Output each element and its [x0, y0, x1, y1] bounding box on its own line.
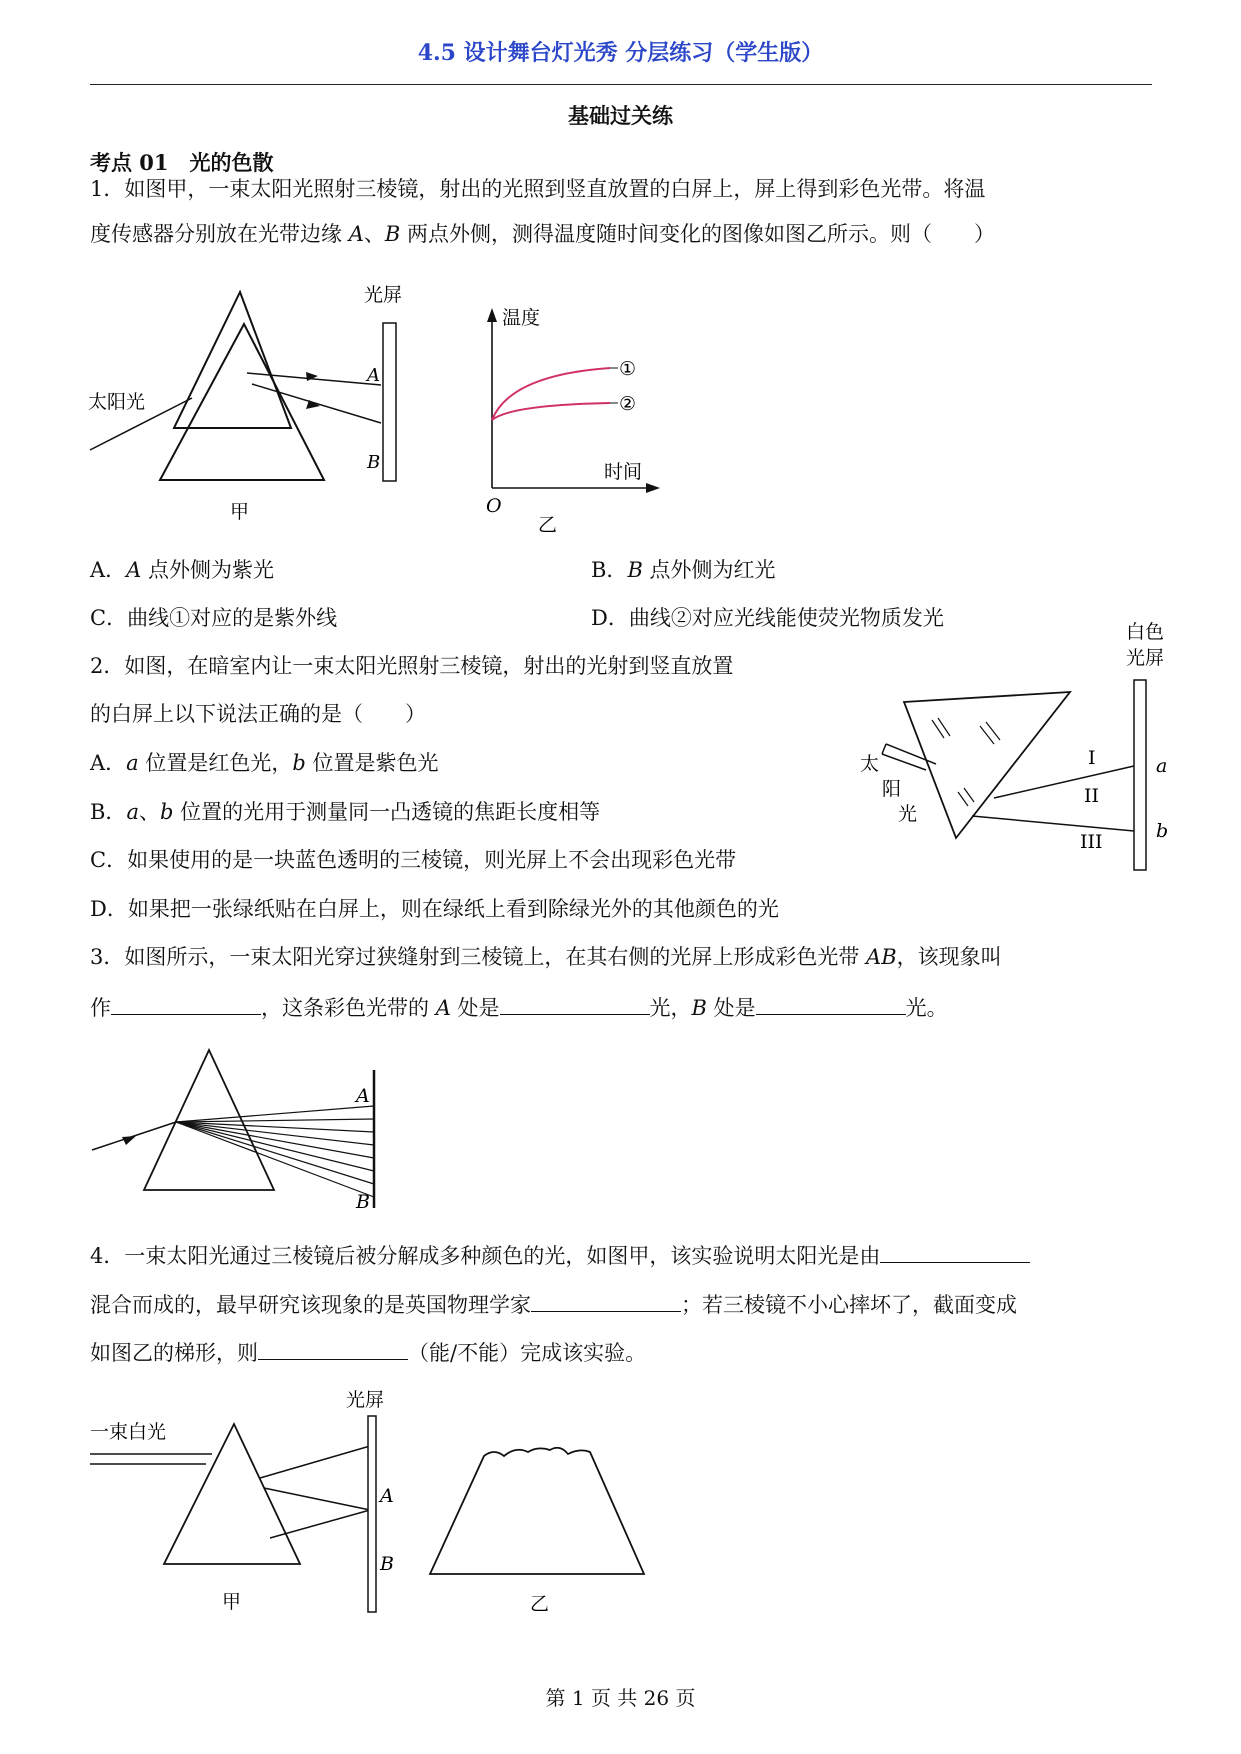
light-screen [383, 323, 396, 481]
sunlight-label: 太阳光 [88, 391, 146, 413]
option-prefix: B． [591, 558, 628, 582]
figure-yi-label: 乙 [538, 514, 558, 536]
y-axis-arrow-icon [487, 308, 497, 322]
prism [144, 1050, 274, 1190]
q3-text: 作 [90, 996, 111, 1020]
curve-2-label: ② [619, 393, 637, 415]
ray-a [260, 1446, 370, 1478]
q2-option-a[interactable] [90, 749, 439, 777]
q1-text: 度传感器分别放在光带边缘 [90, 222, 349, 246]
sunbeam-edge [882, 754, 926, 770]
q1-option-c[interactable]: C．曲线①对应的是紫外线 [90, 606, 338, 630]
q4-text: ；若三棱镜不小心摔坏了，截面变成 [681, 1293, 1017, 1317]
sun-char-1: 太 [860, 753, 880, 775]
point-b-label: B [356, 1191, 370, 1213]
q3-blank-b-color[interactable] [756, 992, 906, 1015]
screen-label-line2: 光屏 [1126, 647, 1165, 669]
q2-stem-line1: 2．如图，在暗室内让一束太阳光照射三棱镜，射出的光射到竖直放置 [90, 654, 734, 678]
beam-label: 一束白光 [90, 1421, 167, 1443]
q1-stem-line2 [90, 220, 995, 248]
curve-2 [492, 403, 610, 420]
region-1-label: I [1088, 747, 1096, 769]
q4-stem-line1 [90, 1240, 1030, 1270]
q1-option-a[interactable] [90, 556, 274, 584]
option-var: b [292, 751, 306, 775]
position-b-label: b [1156, 820, 1169, 842]
origin-label: O [486, 495, 502, 517]
prism [904, 692, 1070, 838]
option-var: B [627, 558, 643, 582]
option-prefix: A． [90, 751, 127, 775]
option-text: 、 [138, 800, 160, 824]
x-axis-label: 时间 [604, 461, 643, 483]
option-text: 位置是紫色光 [305, 751, 439, 775]
q2-option-c[interactable]: C．如果使用的是一块蓝色透明的三棱镜，则光屏上不会出现彩色光带 [90, 848, 737, 872]
point-a-label: A [367, 365, 380, 386]
option-text: 点外侧为红光 [642, 558, 776, 582]
screen-label: 光屏 [346, 1389, 385, 1411]
q3-blank-phenomenon[interactable] [111, 992, 261, 1015]
option-var: a [126, 751, 139, 775]
page-number: 第 1 页 共 26 页 [545, 1686, 696, 1710]
q4-stem-line3 [90, 1337, 646, 1367]
position-a-label: a [1156, 755, 1168, 777]
arrow-icon [122, 1136, 136, 1145]
q1-option-b[interactable] [591, 556, 776, 584]
figure-jia-label: 甲 [230, 501, 250, 523]
option-var: a [126, 800, 139, 824]
q3-text: 3．如图所示，一束太阳光穿过狭缝射到三棱镜上，在其右侧的光屏上形成彩色光带 [90, 945, 867, 969]
point-b-label: B [380, 1553, 394, 1575]
white-screen [1134, 680, 1146, 870]
region-2-label: II [1084, 785, 1100, 807]
point-b-label: B [367, 452, 381, 473]
screen-label: 光屏 [364, 284, 403, 306]
incident-ray [92, 1122, 176, 1150]
figure-yi-label: 乙 [530, 1593, 550, 1615]
q4-blank-physicist[interactable] [531, 1289, 681, 1312]
q3-stem-line1 [90, 943, 1002, 971]
option-text: 位置的光用于测量同一凸透镜的焦距长度相等 [173, 800, 601, 824]
q2-figure [860, 621, 1208, 880]
ray-b [252, 384, 381, 423]
dispersed-rays [176, 1106, 374, 1197]
light-screen [368, 1416, 376, 1612]
option-prefix: A． [90, 558, 127, 582]
q1-point-b: B [384, 222, 401, 246]
point-a-label: A [356, 1085, 370, 1107]
q3-text: 处是 [706, 996, 756, 1020]
q3-blank-a-color[interactable] [500, 992, 650, 1015]
option-var: b [159, 800, 174, 824]
q3-var: B [691, 996, 707, 1020]
q1-option-d[interactable]: D．曲线②对应光线能使荧光物质发光 [591, 606, 944, 630]
topic-heading: 考点 01 光的色散 [90, 150, 274, 175]
q4-text: 如图乙的梯形，则 [90, 1341, 258, 1365]
screen-label-line1: 白色 [1126, 621, 1165, 643]
q1-text: 、 [363, 222, 385, 246]
q4-figures [84, 1384, 684, 1624]
sun-char-3: 光 [898, 803, 918, 825]
broken-prism-trapezoid [430, 1448, 644, 1574]
y-axis-label: 温度 [502, 307, 541, 329]
q1-point-a: A [348, 222, 364, 246]
x-axis-arrow-icon [646, 483, 660, 493]
point-a-label: A [380, 1485, 394, 1507]
q4-stem-line2 [90, 1289, 1017, 1319]
sun-char-2: 阳 [882, 778, 902, 800]
prism [164, 1424, 300, 1564]
q3-text: 处是 [450, 996, 500, 1020]
q3-text: 光， [649, 996, 692, 1020]
q3-stem-line2 [90, 992, 948, 1022]
section-title: 基础过关练 [568, 103, 673, 128]
q4-text: 4．一束太阳光通过三棱镜后被分解成多种颜色的光，如图甲，该实验说明太阳光是由 [90, 1244, 881, 1268]
q3-text: 光。 [905, 996, 948, 1020]
option-text: 位置是红色光， [138, 751, 293, 775]
ray-upper [994, 766, 1134, 798]
q1-figure-yi-chart [470, 300, 670, 540]
q2-option-b[interactable] [90, 798, 600, 826]
q4-text: 混合而成的，最早研究该现象的是英国物理学家 [90, 1293, 531, 1317]
q3-text: ，该现象叫 [896, 945, 1002, 969]
dispersed-ray [176, 1122, 374, 1171]
document-title: 4.5 设计舞台灯光秀 分层练习（学生版） [417, 40, 824, 66]
curve-1-label: ① [619, 358, 637, 380]
q2-stem-line2: 的白屏上以下说法正确的是（ ） [90, 702, 426, 726]
q3-text: ，这条彩色光带的 [261, 996, 436, 1020]
header-divider [90, 84, 1152, 85]
q4-blank-can-or-not[interactable] [258, 1337, 408, 1360]
option-prefix: B． [90, 800, 127, 824]
option-text: 点外侧为紫光 [141, 558, 275, 582]
q1-prism-diagram [80, 268, 480, 538]
option-var: A [126, 558, 142, 582]
q3-figure [84, 1040, 404, 1213]
region-3-label: III [1080, 831, 1103, 853]
q1-stem-line1: 1．如图甲，一束太阳光照射三棱镜，射出的光照到竖直放置的白屏上，屏上得到彩色光带。将温 [90, 177, 986, 201]
q3-band-label: AB [866, 945, 897, 969]
q4-blank-composition[interactable] [880, 1240, 1030, 1263]
ray-b [264, 1488, 370, 1510]
q1-text: 两点外侧，测得温度随时间变化的图像如图乙所示。则（ ） [400, 222, 995, 246]
q2-option-d[interactable]: D．如果把一张绿纸贴在白屏上，则在绿纸上看到除绿光外的其他颜色的光 [90, 897, 779, 921]
ray-lower [972, 816, 1134, 831]
q4-text: （能/不能）完成该实验。 [408, 1341, 647, 1365]
q3-var: A [435, 996, 451, 1020]
figure-jia-label: 甲 [222, 1591, 242, 1613]
